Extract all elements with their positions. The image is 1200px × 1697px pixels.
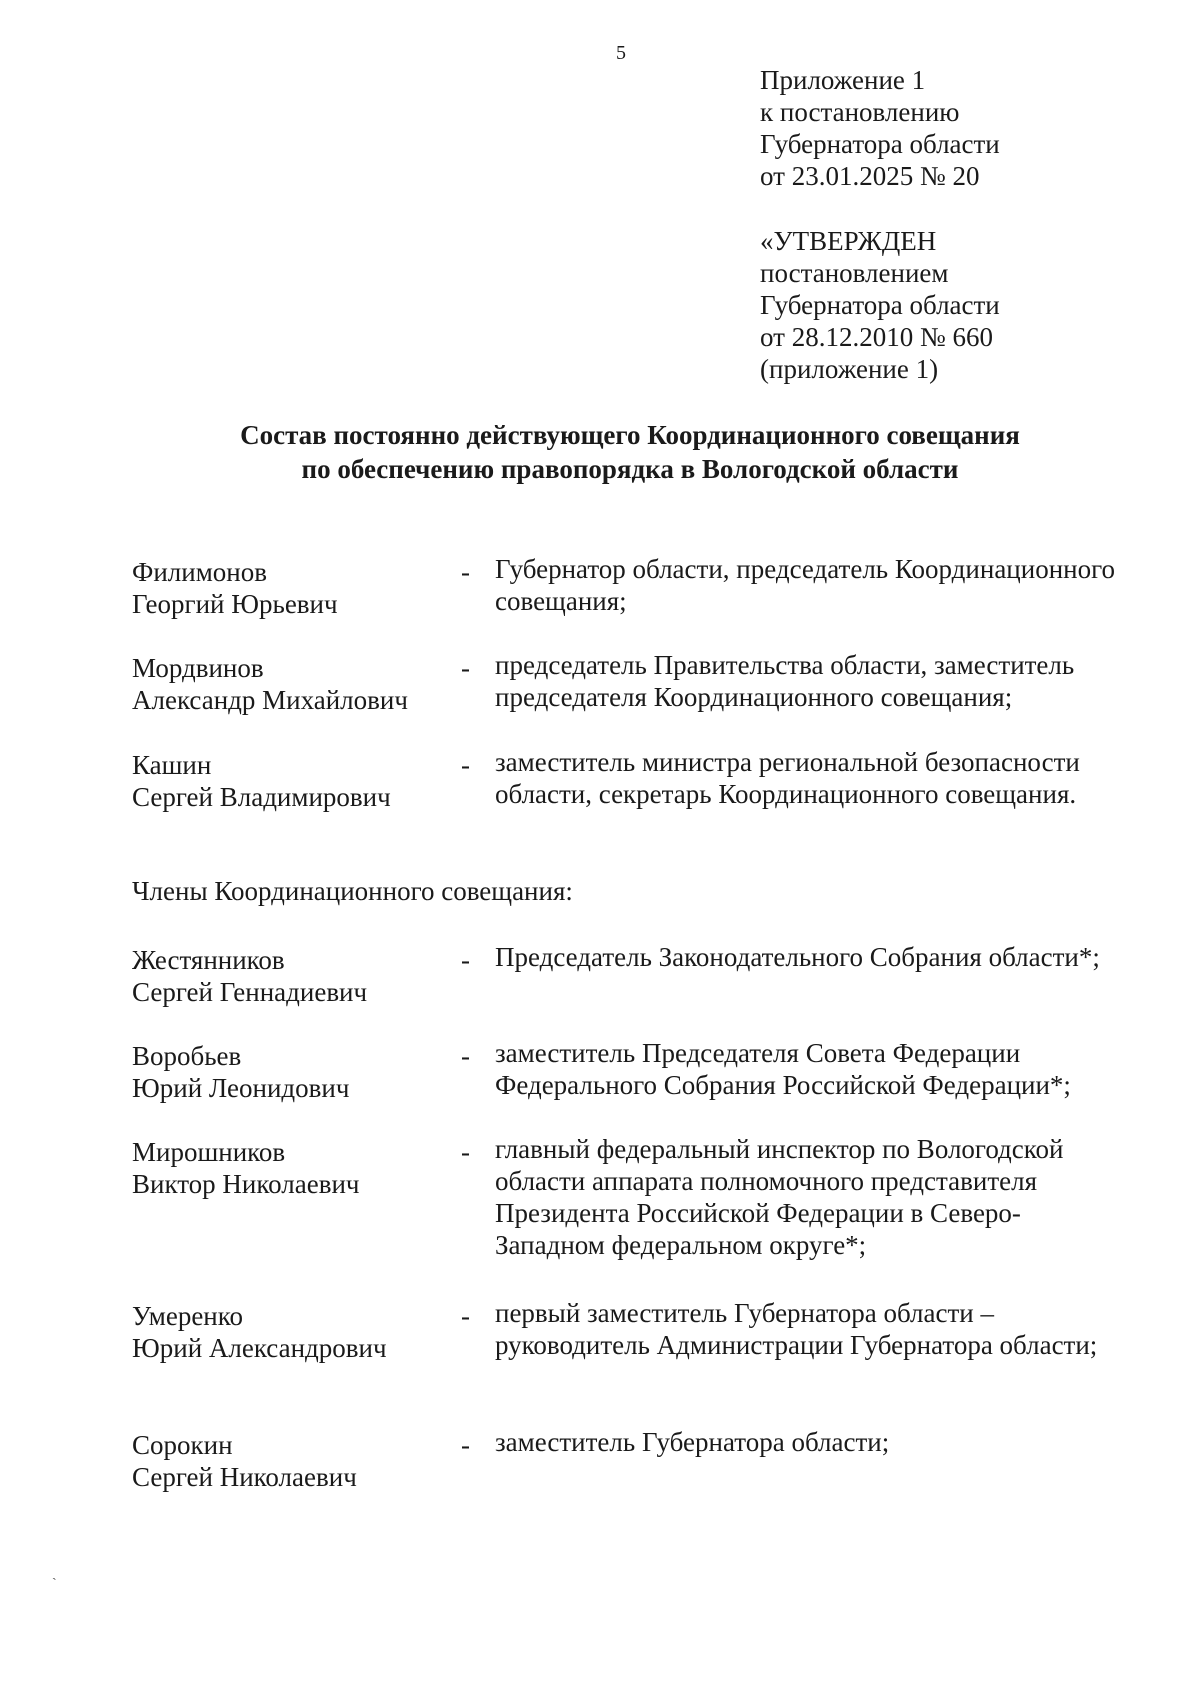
approval-line: Губернатора области xyxy=(760,290,1000,320)
appendix-line: Губернатора области xyxy=(760,129,1000,159)
member-given-name: Юрий Леонидович xyxy=(132,1073,350,1103)
approval-block xyxy=(760,225,1000,385)
member-position: заместитель Председателя Совета Федерации Федерального Собрания Российской Федерации*; xyxy=(495,1038,1071,1100)
member-surname: Умеренко xyxy=(132,1301,243,1331)
member-name xyxy=(132,556,452,620)
member-name xyxy=(132,749,452,813)
member-given-name: Георгий Юрьевич xyxy=(132,589,338,619)
page-number: 5 xyxy=(616,42,626,64)
member-position: Председатель Законодательного Собрания области*; xyxy=(495,942,1100,972)
member-name xyxy=(132,1300,452,1364)
separator-dash: - xyxy=(461,750,470,780)
member-surname: Кашин xyxy=(132,750,212,780)
member-name xyxy=(132,1040,452,1104)
separator-dash: - xyxy=(461,653,470,683)
member-given-name: Юрий Александрович xyxy=(132,1333,387,1363)
separator-dash: - xyxy=(461,1430,470,1460)
appendix-line: к постановлению xyxy=(760,97,960,127)
appendix-line: Приложение 1 xyxy=(760,65,926,95)
member-position: заместитель министра региональной безопасности области, секретарь Координационного совещания. xyxy=(495,747,1080,809)
document-title xyxy=(150,418,1110,486)
title-line-2: по обеспечению правопорядка в Вологодской области xyxy=(301,454,959,484)
member-name xyxy=(132,652,452,716)
approval-line: «УТВЕРЖДЕН xyxy=(760,226,937,256)
member-given-name: Сергей Николаевич xyxy=(132,1462,357,1492)
separator-dash: - xyxy=(461,945,470,975)
member-given-name: Александр Михайлович xyxy=(132,685,408,715)
member-position: главный федеральный инспектор по Вологодской области аппарата полномочного представителя Президента Российской Федерации в Северо-Западном федеральном округе*; xyxy=(495,1134,1064,1260)
member-given-name: Сергей Геннадиевич xyxy=(132,977,368,1007)
approval-line: от 28.12.2010 № 660 xyxy=(760,322,993,352)
approval-line: постановлением xyxy=(760,258,949,288)
member-given-name: Сергей Владимирович xyxy=(132,782,391,812)
member-position: председатель Правительства области, заместитель председателя Координационного совещания; xyxy=(495,650,1075,712)
member-surname: Филимонов xyxy=(132,557,267,587)
separator-dash: - xyxy=(461,1137,470,1167)
member-position: Губернатор области, председатель Координационного совещания; xyxy=(495,554,1115,616)
member-surname: Сорокин xyxy=(132,1430,233,1460)
member-name xyxy=(132,1429,452,1493)
member-position: заместитель Губернатора области; xyxy=(495,1427,890,1457)
separator-dash: - xyxy=(461,557,470,587)
member-position: первый заместитель Губернатора области – руководитель Администрации Губернатора области; xyxy=(495,1298,1098,1360)
separator-dash: - xyxy=(461,1041,470,1071)
scan-artifact: ˏ xyxy=(52,1566,57,1581)
appendix-block xyxy=(760,64,1000,192)
member-given-name: Виктор Николаевич xyxy=(132,1169,360,1199)
member-name xyxy=(132,944,452,1008)
appendix-line: от 23.01.2025 № 20 xyxy=(760,161,980,191)
title-line-1: Состав постоянно действующего Координационного совещания xyxy=(240,420,1020,450)
member-surname: Жестянников xyxy=(132,945,285,975)
member-name xyxy=(132,1136,452,1200)
members-heading: Члены Координационного совещания: xyxy=(132,876,573,906)
member-surname: Мирошников xyxy=(132,1137,286,1167)
approval-line: (приложение 1) xyxy=(760,354,939,384)
member-surname: Мордвинов xyxy=(132,653,264,683)
member-surname: Воробьев xyxy=(132,1041,242,1071)
separator-dash: - xyxy=(461,1301,470,1331)
